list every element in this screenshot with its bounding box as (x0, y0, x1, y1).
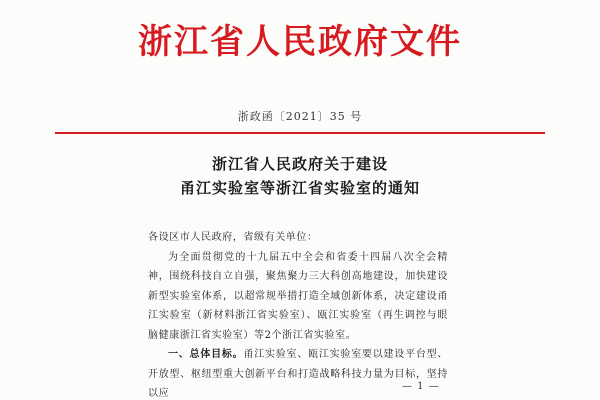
paragraph-1: 为全面贯彻党的十九届五中全会和省委十四届八次全会精神，围绕科技自立自强，聚焦聚力三大科创高地建设，加快建设新型实验室体系，以超常规举措打造全域创新体系，决定建设甬江实验室（新材料浙江省实验室）、瓯江实验室（再生调控与眼脑健康浙江省实验室）等2个浙江省实验室。 (148, 251, 448, 341)
document-header-title: 浙江省人民政府文件 (138, 22, 462, 62)
notice-title (0, 152, 600, 200)
document-number: 浙政函〔2021〕35 号 (237, 110, 363, 123)
paragraph-2-heading: 一、总体目标。 (168, 349, 244, 360)
red-divider-line (55, 132, 545, 134)
salutation: 各设区市人民政府，省级有关单位： (148, 232, 318, 243)
notice-title-line-2: 甬江实验室等浙江省实验室的通知 (179, 179, 420, 197)
page-number: — 1 — (402, 381, 440, 392)
paragraph-2-text: 甬江实验室、瓯江实验室要以建设平台型、开放型、枢纽型重大创新平台和打造战略科技力量为目标，坚持以应 (148, 349, 448, 399)
document-body (148, 228, 448, 400)
notice-title-line-1: 浙江省人民政府关于建设 (211, 155, 388, 173)
